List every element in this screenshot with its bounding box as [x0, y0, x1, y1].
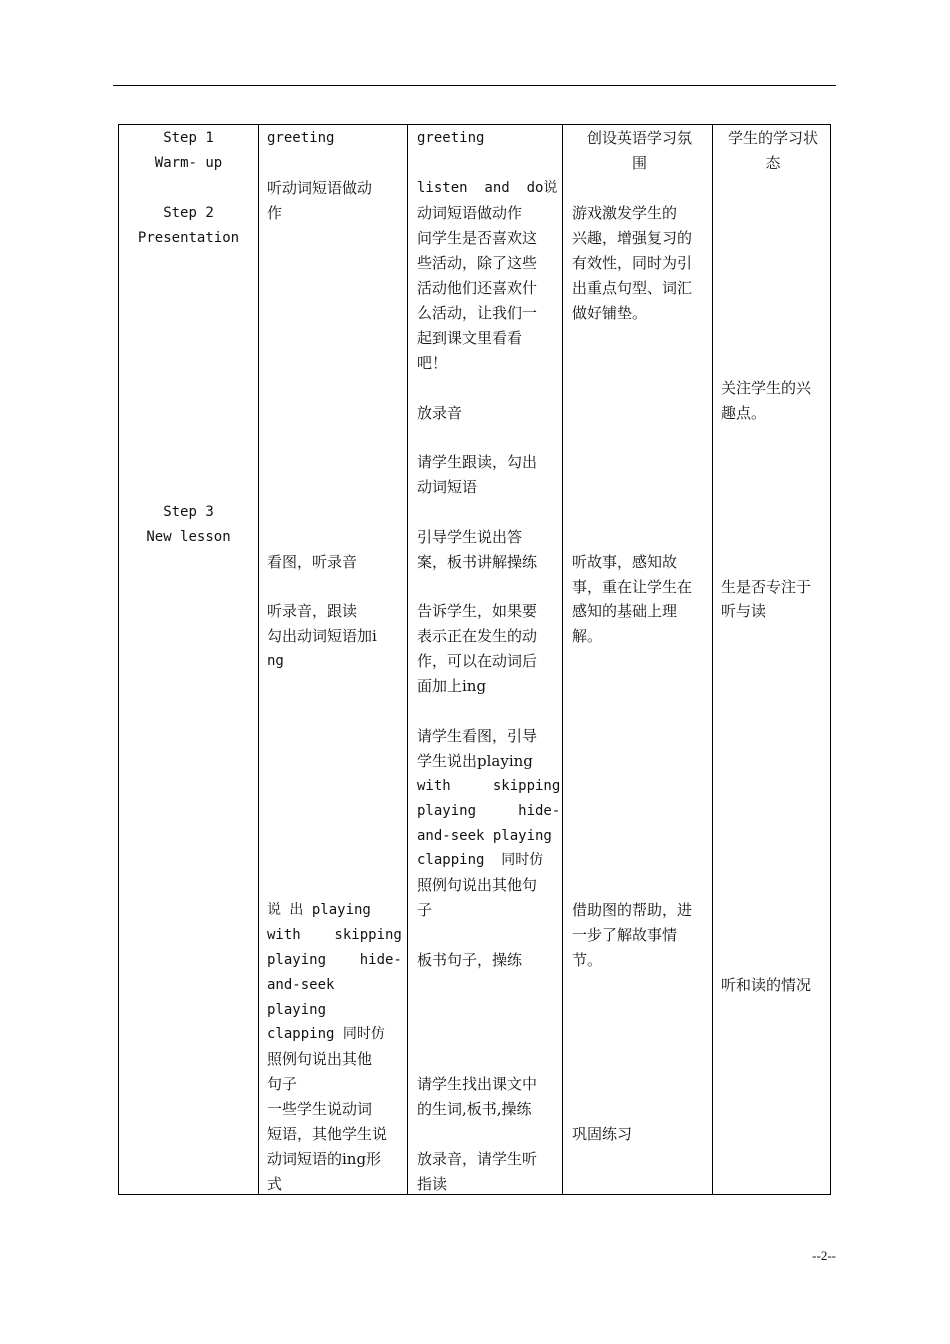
cell-text: 勾出动词短语加i — [267, 627, 377, 645]
cell-text: 动词短语 — [417, 478, 478, 496]
cell-text: 巩固练习 — [572, 1125, 633, 1143]
cell-text: clapping 同时仿 — [267, 1026, 385, 1042]
step2-label: Step 2 — [163, 205, 214, 221]
cell-text: listen and do说 — [417, 180, 558, 196]
column-divider — [712, 125, 713, 1194]
cell-text: greeting — [267, 130, 335, 146]
cell-text: 放录音 — [417, 404, 463, 422]
column-divider — [562, 125, 563, 1194]
cell-text: and-seek playing — [417, 828, 552, 844]
cell-text: 请学生找出课文中 — [417, 1075, 538, 1093]
cell-text: 句子 — [267, 1075, 298, 1093]
cell-text: 态 — [765, 154, 781, 172]
cell-text: 学生说出playing — [417, 752, 533, 770]
step1-label: Step 1 — [163, 130, 214, 146]
cell-text: 一步了解故事情 — [572, 926, 678, 944]
cell-text: 出重点句型、词汇 — [572, 279, 693, 297]
step2-title: Presentation — [137, 230, 240, 246]
cell-text: with skipping — [267, 927, 402, 943]
design-intent-column — [572, 125, 707, 1194]
cell-text: 指读 — [417, 1175, 448, 1193]
cell-text: 板书句子，操练 — [417, 951, 523, 969]
cell-text: 吧！ — [417, 354, 448, 372]
cell-text: and-seek — [267, 977, 335, 993]
cell-text: 式 — [267, 1175, 283, 1193]
cell-text: 放录音，请学生听 — [417, 1150, 538, 1168]
cell-text: 兴趣，增强复习的 — [572, 229, 693, 247]
cell-text: 生是否专注于 — [721, 578, 812, 596]
cell-text: 学生的学习状 — [727, 129, 818, 147]
cell-text: 说 出 playing — [267, 902, 371, 918]
cell-text: 听录音，跟读 — [267, 602, 358, 620]
cell-text: greeting — [417, 130, 485, 146]
student-activity-column — [267, 125, 400, 1194]
cell-text: 些活动，除了这些 — [417, 254, 538, 272]
cell-text: 一些学生说动词 — [267, 1100, 373, 1118]
cell-text: 听和读的情况 — [721, 976, 812, 994]
cell-text: 作，可以在动词后 — [417, 652, 538, 670]
cell-text: 创设英语学习氛 — [586, 129, 692, 147]
cell-text: 听故事，感知故 — [572, 553, 678, 571]
step3-label: Step 3 — [163, 504, 214, 520]
cell-text: 问学生是否喜欢这 — [417, 229, 538, 247]
cell-text: 的生词,板书,操练 — [417, 1100, 532, 1118]
cell-text: 么活动，让我们一 — [417, 304, 538, 322]
cell-text: 表示正在发生的动 — [417, 627, 538, 645]
teacher-activity-column — [417, 125, 561, 1194]
cell-text: with skipping — [417, 778, 561, 794]
steps-column — [119, 125, 258, 1194]
lesson-plan-table — [118, 124, 831, 1195]
cell-text: 围 — [631, 154, 647, 172]
cell-text: 借助图的帮助，进 — [572, 901, 693, 919]
cell-text: 子 — [417, 901, 433, 919]
cell-text: 关注学生的兴 — [721, 379, 812, 397]
cell-text: clapping 同时仿 — [417, 852, 544, 868]
column-divider — [407, 125, 408, 1194]
cell-text: 活动他们还喜欢什 — [417, 279, 538, 297]
cell-text: 请学生看图，引导 — [417, 727, 538, 745]
cell-text: 听与读 — [721, 602, 767, 620]
evaluation-column — [721, 125, 829, 1194]
cell-text: 感知的基础上理 — [572, 602, 678, 620]
cell-text: playing hide- — [417, 803, 561, 819]
cell-text: playing — [267, 1002, 327, 1018]
cell-text: 有效性，同时为引 — [572, 254, 693, 272]
step1-title: Warm- up — [154, 155, 223, 171]
cell-text: 看图，听录音 — [267, 553, 358, 571]
cell-text: 事，重在让学生在 — [572, 578, 693, 596]
header-rule — [113, 85, 836, 86]
cell-text: 节。 — [572, 951, 603, 969]
cell-text: 照例句说出其他句 — [417, 876, 538, 894]
cell-text: playing hide- — [267, 952, 402, 968]
cell-text: 照例句说出其他 — [267, 1050, 373, 1068]
column-divider — [258, 125, 259, 1194]
step3-title: New lesson — [146, 529, 231, 545]
cell-text: 做好铺垫。 — [572, 304, 648, 322]
cell-text: 起到课文里看看 — [417, 329, 523, 347]
page-number: --2-- — [812, 1248, 836, 1263]
cell-text: 案，板书讲解操练 — [417, 553, 538, 571]
cell-text: 解。 — [572, 627, 603, 645]
cell-text: 引导学生说出答 — [417, 528, 523, 546]
cell-text: 告诉学生，如果要 — [417, 602, 538, 620]
cell-text: 趣点。 — [721, 404, 767, 422]
cell-text: ng — [267, 653, 284, 669]
cell-text: 作 — [267, 204, 283, 222]
cell-text: 动词短语做动作 — [417, 204, 523, 222]
cell-text: 动词短语的ing形 — [267, 1150, 382, 1168]
cell-text: 请学生跟读，勾出 — [417, 453, 538, 471]
cell-text: 短语，其他学生说 — [267, 1125, 388, 1143]
cell-text: 游戏激发学生的 — [572, 204, 678, 222]
cell-text: 听动词短语做动 — [267, 179, 373, 197]
cell-text: 面加上ing — [417, 677, 487, 695]
